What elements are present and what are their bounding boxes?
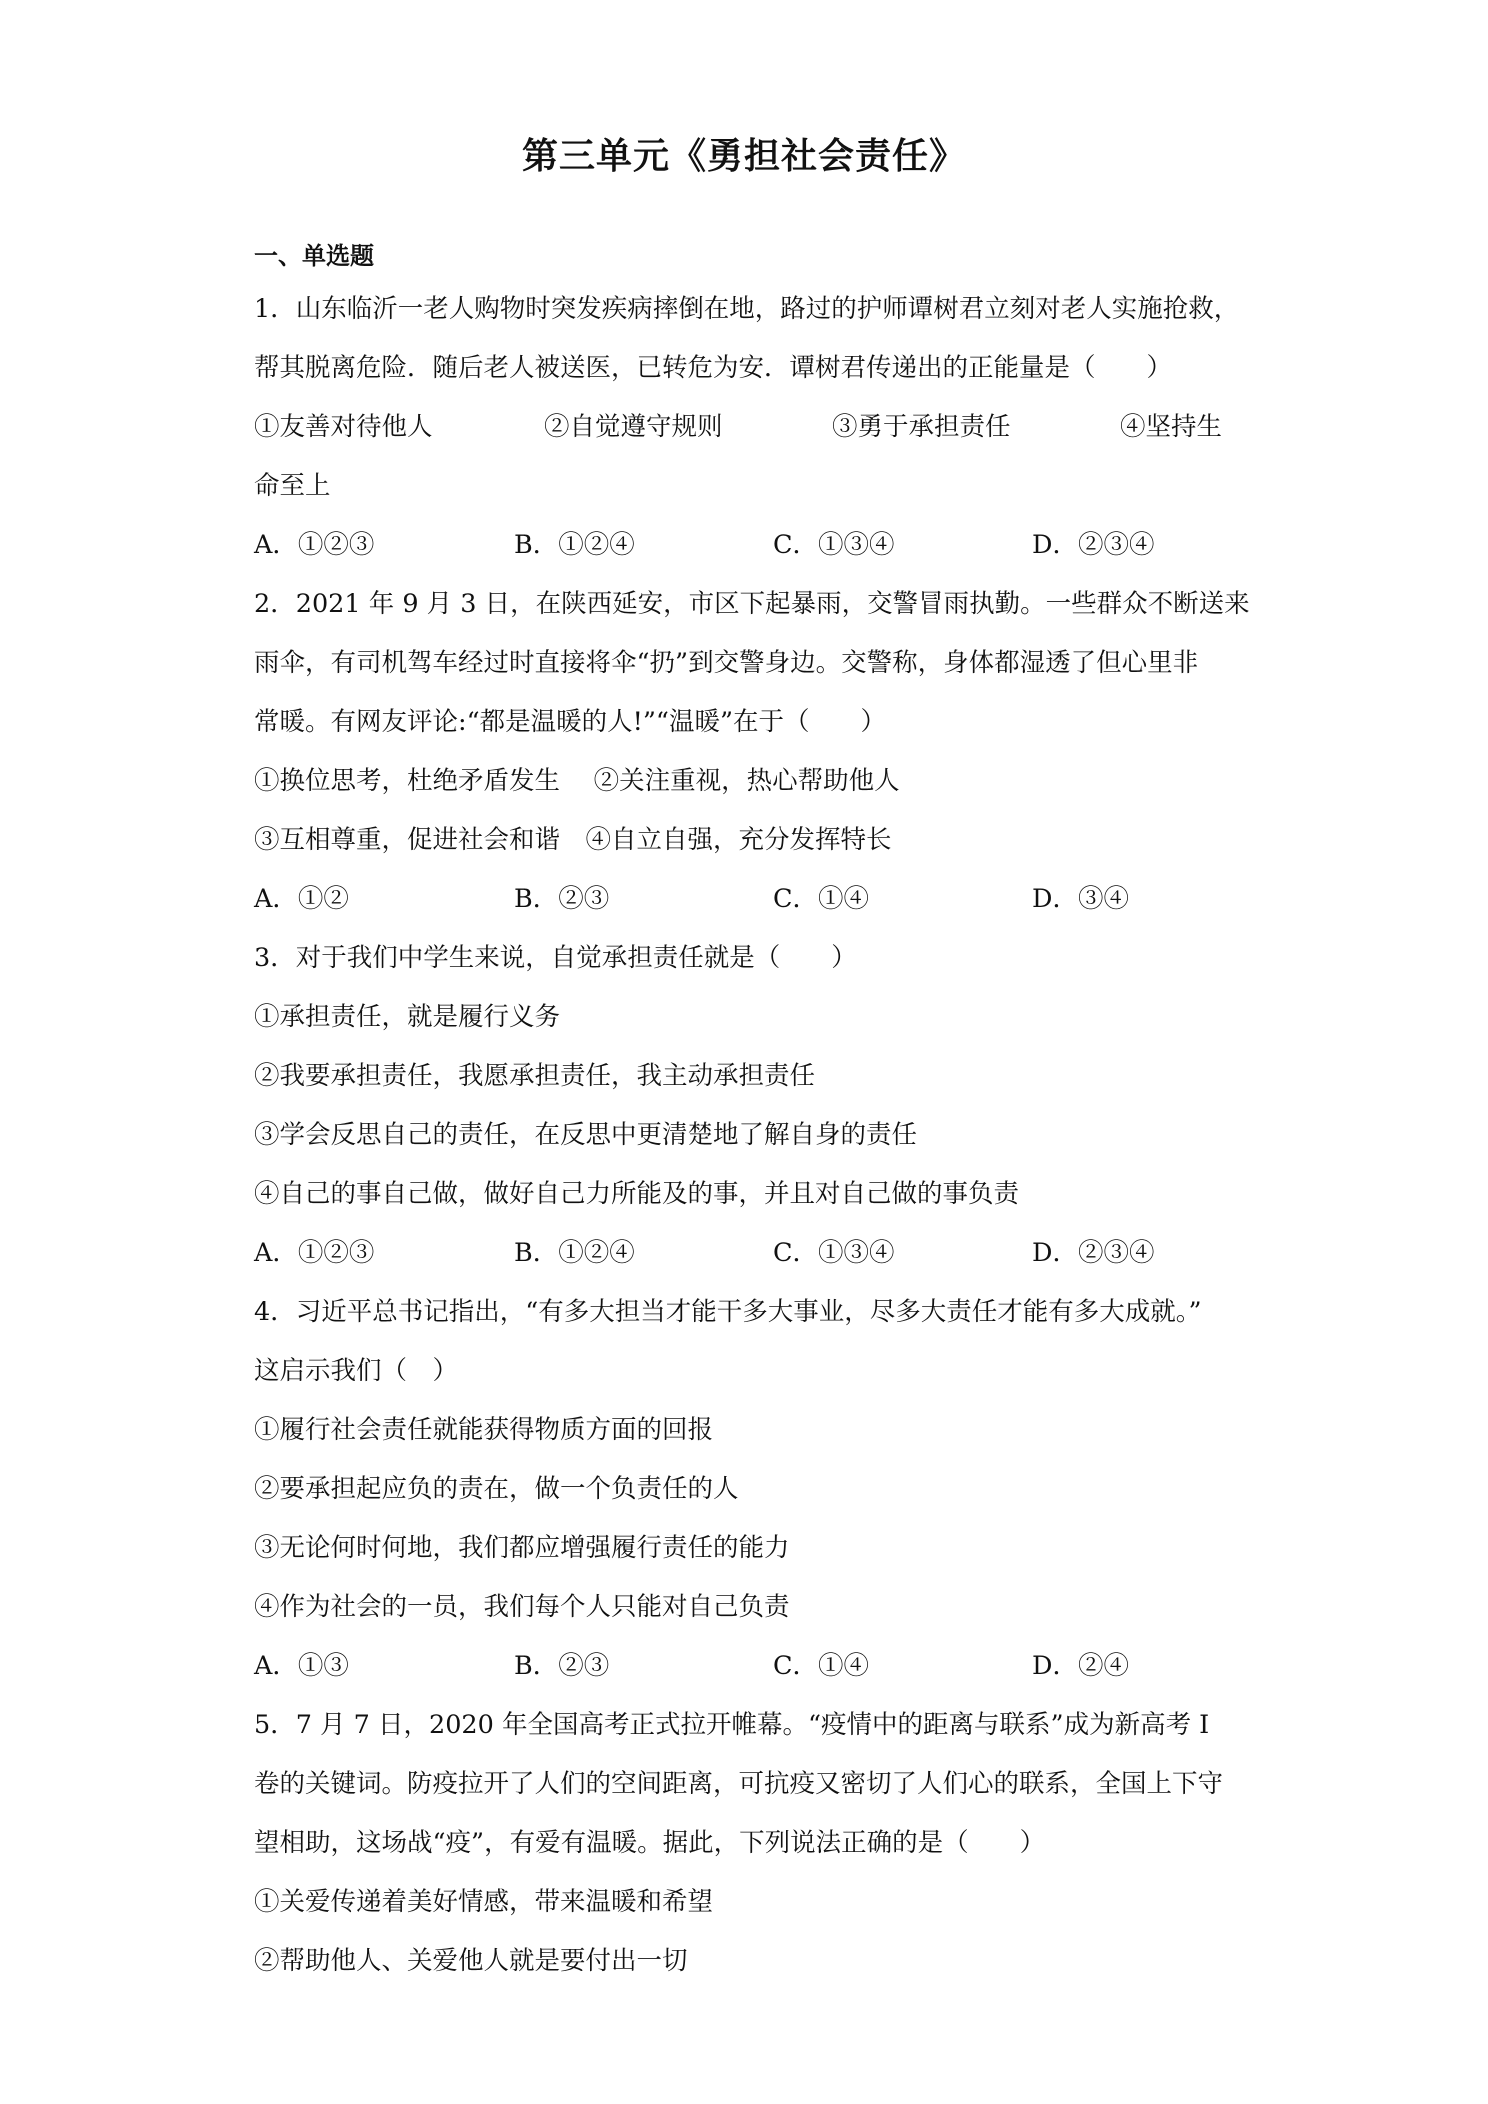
option-b: B．①②④	[514, 530, 635, 560]
option-a: A．①②③	[254, 1238, 375, 1268]
question-5-line-1: 5．7 月 7 日，2020 年全国高考正式拉开帷幕。“疫情中的距离与联系”成为新高考 I	[254, 1710, 1210, 1740]
question-2-statement-2: ③互相尊重，促进社会和谐 ④自立自强，充分发挥特长	[254, 825, 892, 855]
question-5-statement-2: ②帮助他人、关爱他人就是要付出一切	[254, 1946, 688, 1976]
question-2-line-2: 雨伞，有司机驾车经过时直接将伞“扔”到交警身边。交警称，身体都湿透了但心里非	[254, 648, 1199, 678]
question-1-line-2: 帮其脱离危险．随后老人被送医，已转危为安．谭树君传递出的正能量是（ ）	[254, 353, 1173, 383]
question-3-statement-3: ③学会反思自己的责任，在反思中更清楚地了解自身的责任	[254, 1120, 918, 1150]
option-c: C．①④	[773, 1651, 870, 1681]
question-3-statement-2: ②我要承担责任，我愿承担责任，我主动承担责任	[254, 1061, 816, 1091]
section-heading: 一、单选题	[254, 242, 374, 270]
question-4-statement-3: ③无论何时何地，我们都应增强履行责任的能力	[254, 1533, 790, 1563]
option-d: D．③④	[1032, 884, 1129, 914]
option-c: C．①③④	[773, 1238, 895, 1268]
question-5-line-2: 卷的关键词。防疫拉开了人们的空间距离，可抗疫又密切了人们心的联系，全国上下守	[254, 1769, 1224, 1799]
option-b: B．②③	[514, 884, 610, 914]
statement-3: ③勇于承担责任	[832, 412, 1011, 442]
question-1-statement-row	[254, 398, 1250, 457]
question-3-statement-1: ①承担责任，就是履行义务	[254, 1002, 561, 1032]
question-1-line-1: 1．山东临沂一老人购物时突发疾病摔倒在地，路过的护师谭树君立刻对老人实施抢救，	[254, 294, 1240, 324]
option-c: C．①④	[773, 884, 870, 914]
question-5-line-3: 望相助，这场战“疫”，有爱有温暖。据此，下列说法正确的是（ ）	[254, 1828, 1046, 1858]
question-4-line-1: 4．习近平总书记指出，“有多大担当才能干多大事业，尽多大责任才能有多大成就。”	[254, 1297, 1202, 1327]
option-a: A．①③	[254, 1651, 349, 1681]
option-b: B．①②④	[514, 1238, 635, 1268]
question-4-statement-1: ①履行社会责任就能获得物质方面的回报	[254, 1415, 714, 1445]
option-c: C．①③④	[773, 530, 895, 560]
question-2-statement-1: ①换位思考，杜绝矛盾发生 ②关注重视，热心帮助他人	[254, 766, 900, 796]
question-4-options	[254, 1637, 1250, 1696]
statement-4: ④坚持生	[1120, 412, 1223, 442]
option-a: A．①②③	[254, 530, 375, 560]
question-list	[254, 280, 1250, 1991]
question-2-line-1: 2．2021 年 9 月 3 日，在陕西延安，市区下起暴雨，交警冒雨执勤。一些群众不断送来	[254, 589, 1250, 619]
question-4-statement-4: ④作为社会的一员，我们每个人只能对自己负责	[254, 1592, 790, 1622]
option-b: B．②③	[514, 1651, 610, 1681]
statement-1: ①友善对待他人	[254, 412, 433, 442]
question-3-statement-4: ④自己的事自己做，做好自己力所能及的事，并且对自己做的事负责	[254, 1179, 1020, 1209]
question-1-options	[254, 516, 1250, 575]
question-4-statement-2: ②要承担起应负的责在，做一个负责任的人	[254, 1474, 739, 1504]
option-d: D．②③④	[1032, 530, 1155, 560]
question-1-statement-tail: 命至上	[254, 471, 331, 501]
question-3-line-1: 3．对于我们中学生来说，自觉承担责任就是（ ）	[254, 943, 857, 973]
document-title: 第三单元《勇担社会责任》	[521, 136, 966, 177]
question-2-line-3: 常暖。有网友评论:“都是温暖的人!”“温暖”在于（ ）	[254, 707, 886, 737]
question-5-statement-1: ①关爱传递着美好情感，带来温暖和希望	[254, 1887, 714, 1917]
question-3-options	[254, 1224, 1250, 1283]
statement-2: ②自觉遵守规则	[544, 412, 723, 442]
question-4-line-2: 这启示我们（ ）	[254, 1356, 459, 1386]
option-a: A．①②	[254, 884, 349, 914]
option-d: D．②③④	[1032, 1238, 1155, 1268]
option-d: D．②④	[1032, 1651, 1129, 1681]
question-2-options	[254, 870, 1250, 929]
